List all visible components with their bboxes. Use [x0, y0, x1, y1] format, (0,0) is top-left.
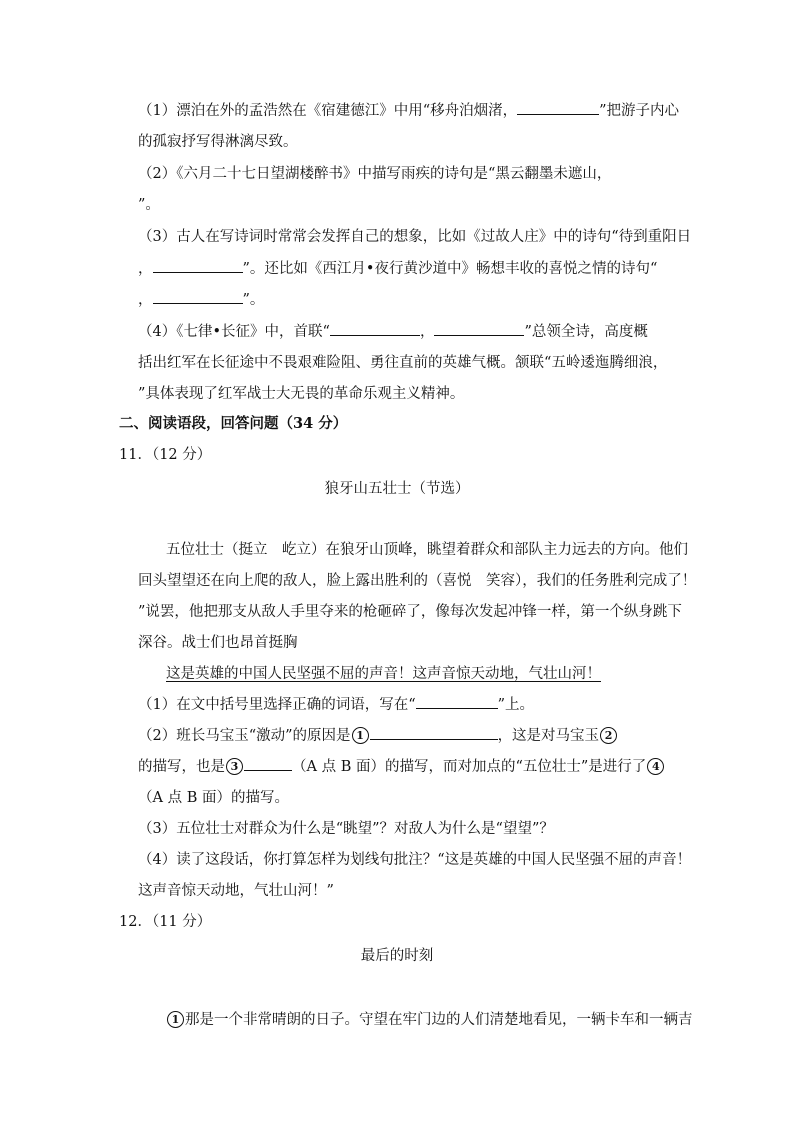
q10-item-1-text-a: （1）漂泊在外的孟浩然在《宿建德江》中用“移舟泊烟渚，	[138, 103, 518, 119]
q10-item-2-line-1	[138, 164, 611, 184]
q10-item-3-text-a: （3）古人在写诗词时常常会发挥自己的想象，比如《过故人庄》中的诗句“待到重阳日	[138, 229, 692, 245]
answer-blank[interactable]	[517, 101, 599, 115]
answer-blank[interactable]	[153, 259, 243, 273]
q10-item-1-text-b: ”把游子内心	[599, 103, 680, 119]
q10-item-4-line-2	[138, 353, 667, 373]
q10-item-4-text-a: （4）《七律•长征》中，首联“	[138, 324, 330, 340]
q11-title: 狼牙山五壮士（节选）	[324, 481, 470, 497]
answer-blank[interactable]	[330, 322, 420, 336]
q10-item-4-line-1	[138, 322, 648, 342]
answer-blank[interactable]	[416, 695, 498, 709]
circled-number-1: 1	[167, 1011, 184, 1028]
q11-sub-1	[138, 695, 534, 715]
q10-item-1-line-1	[138, 101, 679, 121]
q10-item-4-text-b: ，	[419, 324, 435, 340]
q10-item-1-text-c: 的孤寂抒写得淋漓尽致。	[138, 134, 298, 150]
q11-sub-3: （3）五位壮士对群众为什么是“眺望”？对敌人为什么是“望望”？	[138, 821, 554, 837]
circled-number-2: 2	[600, 727, 617, 744]
q12-header: 12．（11 分）	[119, 914, 212, 930]
q10-item-4-text-e: ”具体表现了红军战士大无畏的革命乐观主义精神。	[138, 386, 465, 402]
answer-blank[interactable]	[153, 290, 243, 304]
q11-sub-2-line-2	[138, 757, 665, 777]
q11-passage-line-3: ”说罢，他把那支从敌人手里夺来的枪砸碎了，像每次发起冲锋一样，第一个纵身跳下	[138, 604, 682, 620]
q11-header: 11．（12 分）	[119, 447, 212, 463]
q11-sub-2-line-3	[138, 788, 289, 808]
q11-passage-line-4: 深谷。战士们也昂首挺胸	[138, 635, 298, 651]
q11-sub-2-text-a: （2）班长马宝玉“激动”的原因是	[138, 728, 351, 744]
circled-number-4: 4	[647, 758, 664, 775]
q11-underlined-sentence: 这是英雄的中国人民坚强不屈的声音！这声音惊天动地，气壮山河！	[166, 666, 601, 682]
q10-item-3-text-c: ”。还比如《西江月•夜行黄沙道中》畅想丰收的喜悦之情的诗句“	[242, 261, 658, 277]
q11-sub-2-text-c: 的描写，也是	[138, 759, 225, 775]
q12-title: 最后的时刻	[360, 948, 434, 964]
q10-item-3-line-1	[138, 227, 691, 247]
circled-number-3: 3	[226, 758, 243, 775]
q11-sub-2-line-1	[138, 726, 618, 746]
q11-sub-1-text-a: （1）在文中括号里选择正确的词语，写在“	[138, 697, 416, 713]
q10-item-2-text-b: ”。	[138, 197, 160, 213]
q10-item-2-line-2	[138, 195, 160, 215]
answer-blank[interactable]	[244, 757, 292, 771]
q12-passage-text: 那是一个非常晴朗的日子。守望在牢门边的人们清楚地看见，一辆卡车和一辆吉	[185, 1012, 693, 1028]
q10-item-4-line-3	[138, 384, 464, 404]
q10-item-3-text-e: ”。	[242, 292, 265, 308]
q10-item-3-text-b: ，	[138, 261, 153, 277]
q10-item-1-line-2	[138, 132, 298, 152]
q11-sub-2-text-b: ，这是对马宝玉	[497, 728, 600, 744]
q11-sub-2-text-e: （A 点 B 面）的描写。	[138, 790, 289, 806]
q10-item-4-text-c: ”总领全诗，高度概	[524, 324, 648, 340]
q10-item-3-line-2	[138, 259, 657, 279]
answer-blank[interactable]	[370, 726, 498, 740]
q11-sub-2-text-d: （A 点 B 面）的描写，而对加点的“五位壮士”是进行了	[292, 759, 647, 775]
q11-passage-line-1: 五位壮士（挺立 屹立）在狼牙山顶峰，眺望着群众和部队主力远去的方向。他们	[166, 542, 688, 558]
q12-passage-line-1	[166, 1010, 693, 1030]
q10-item-3-line-3	[138, 290, 264, 310]
q11-passage-line-2: 回头望望还在向上爬的敌人，脸上露出胜利的（喜悦 笑容），我们的任务胜利完成了！	[138, 573, 697, 589]
q10-item-4-text-d: 括出红军在长征途中不畏艰难险阻、勇往直前的英雄气概。颔联“五岭逶迤腾细浪，	[138, 355, 668, 371]
circled-number-1: 1	[352, 727, 369, 744]
q11-sub-4-line-1: （4）读了这段话，你打算怎样为划线句批注？“这是英雄的中国人民坚强不屈的声音！	[138, 852, 692, 868]
answer-blank[interactable]	[434, 322, 524, 336]
q11-sub-1-text-b: ”上。	[497, 697, 535, 713]
q11-sub-4-line-2: 这声音惊天动地，气壮山河！”	[138, 883, 334, 899]
q10-item-2-text-a: （2）《六月二十七日望湖楼醉书》中描写雨疾的诗句是“黑云翻墨未遮山，	[138, 166, 612, 182]
section-heading: 二、阅读语段，回答问题（34 分）	[119, 415, 348, 432]
q10-item-3-text-d: ，	[138, 292, 153, 308]
